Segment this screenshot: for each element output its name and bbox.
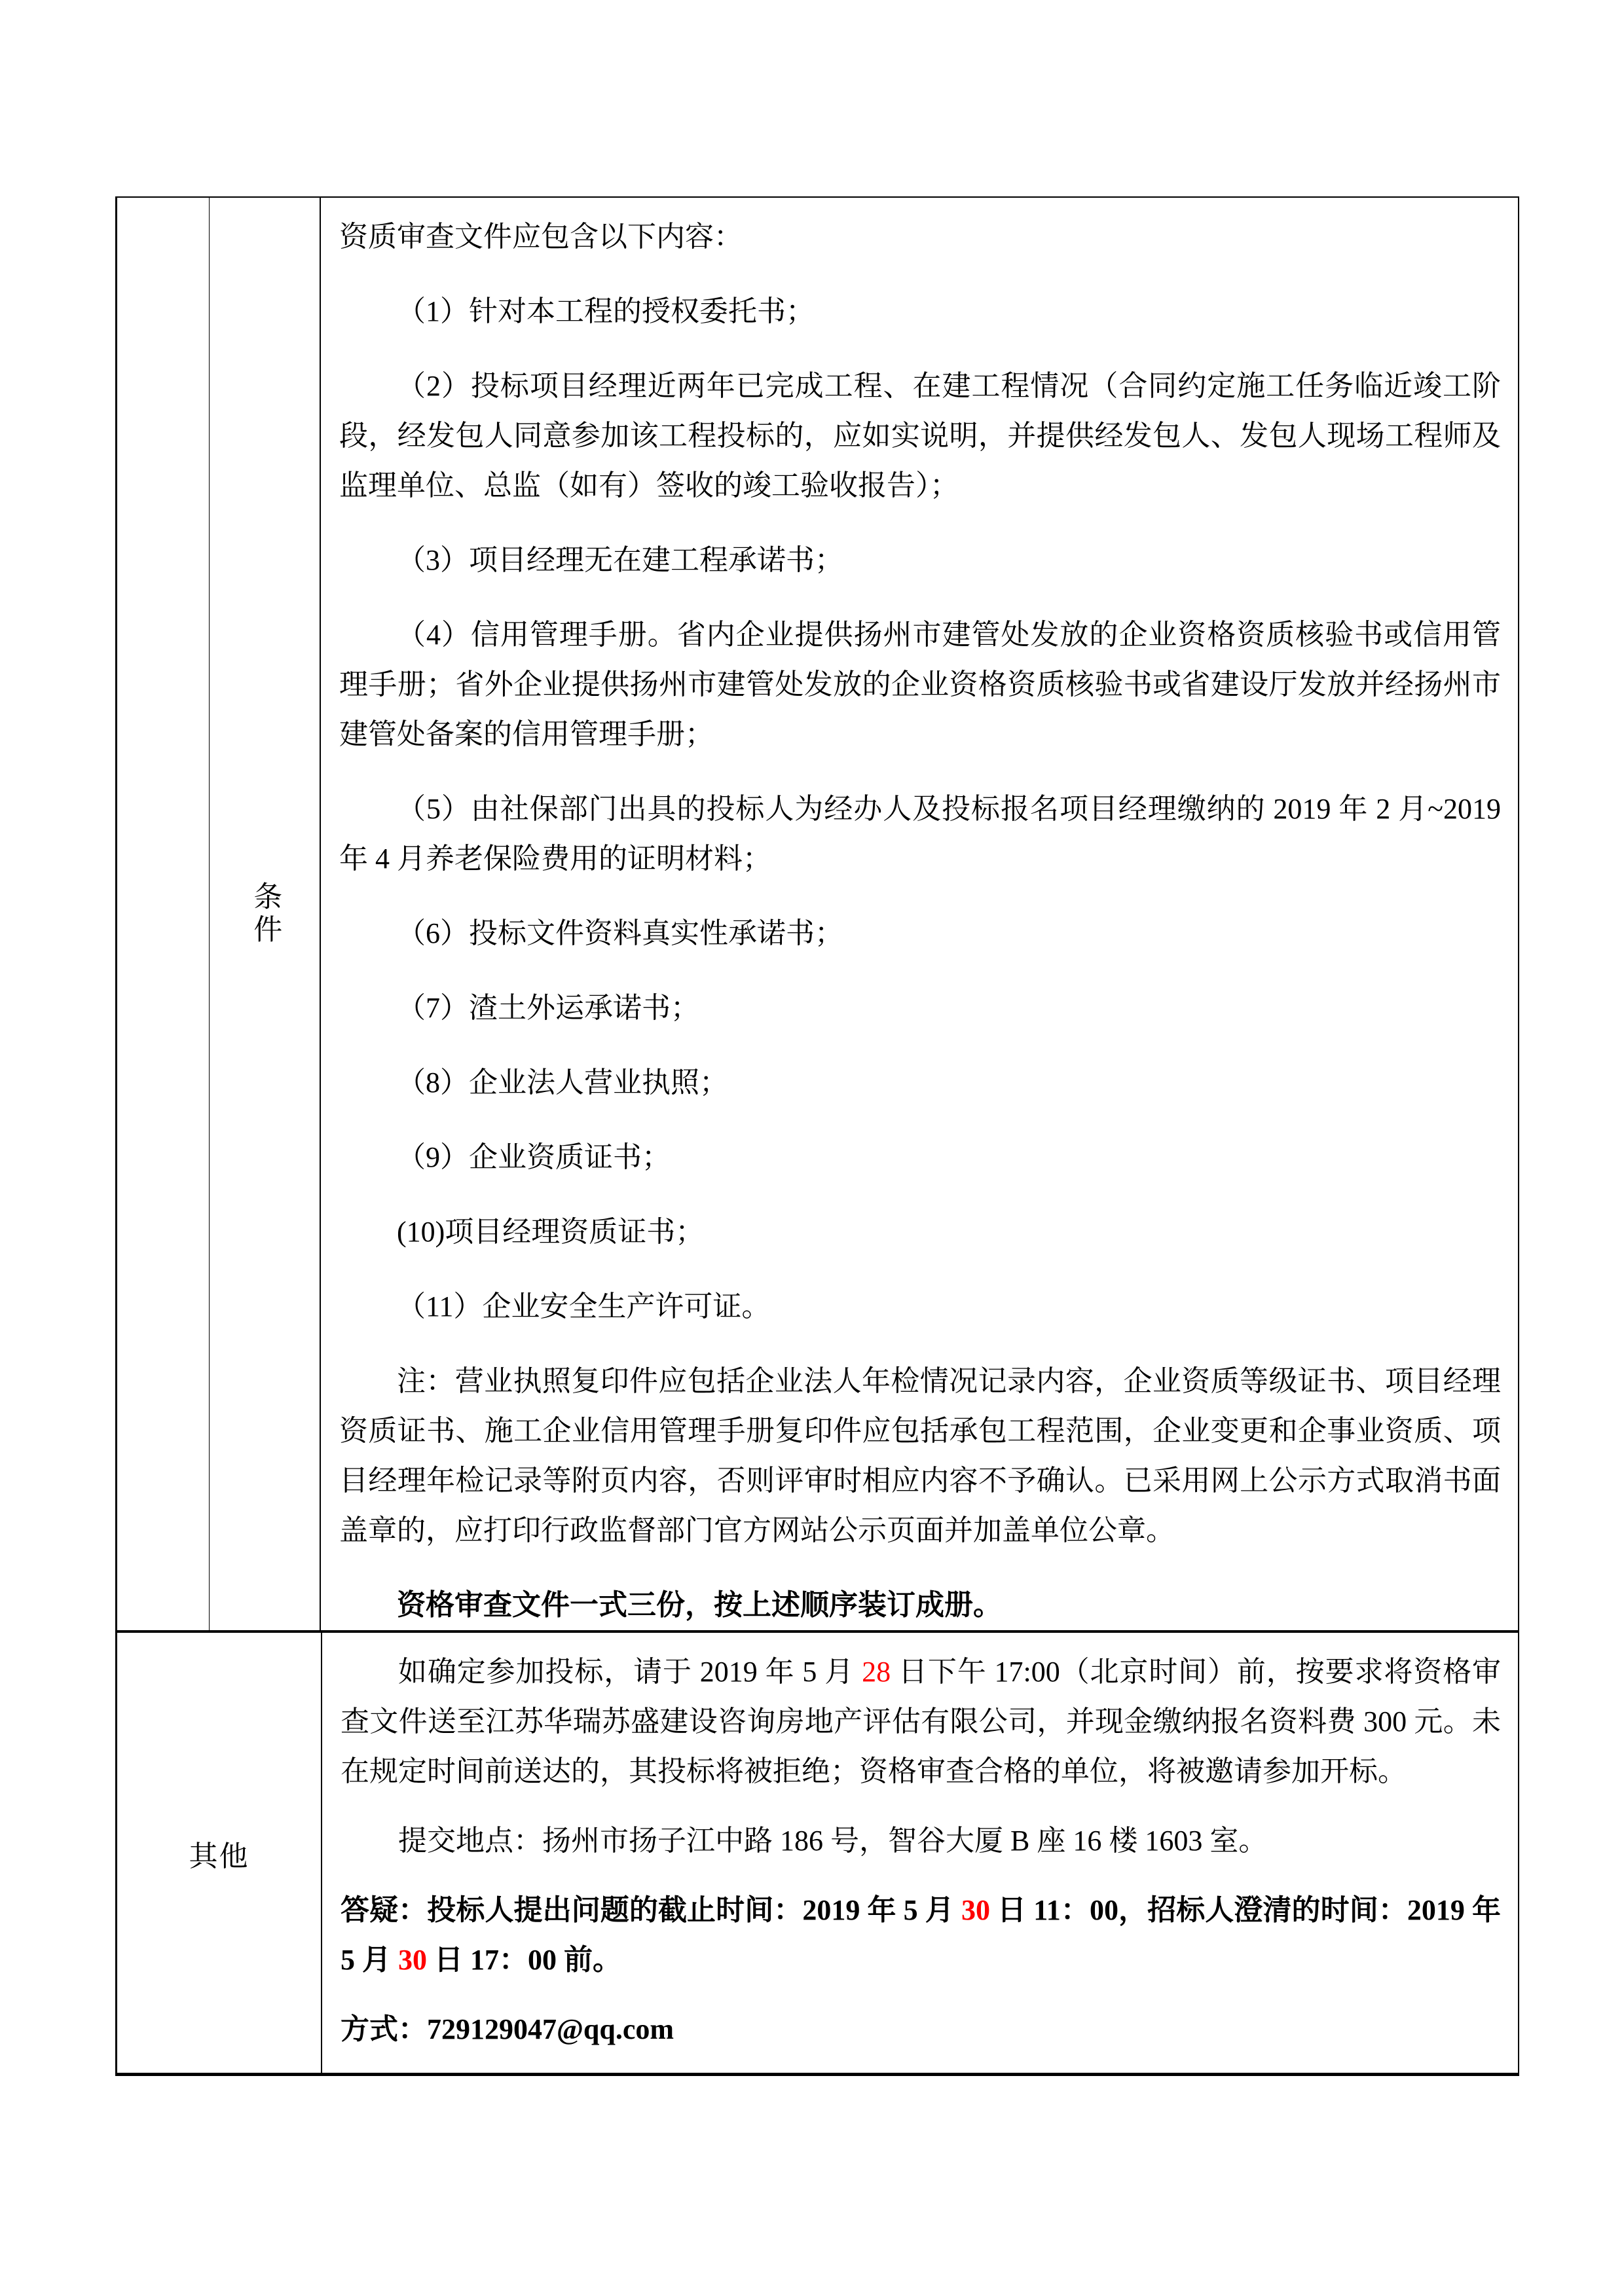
qa-deadline-paragraph xyxy=(341,1886,1501,1985)
note-paragraph: 注：营业执照复印件应包括企业法人年检情况记录内容，企业资质等级证书、项目经理资质证书、施工企业信用管理手册复印件应包括承包工程范围，企业变更和企事业资质、项目经理年检记录等附页内容，否则评审时相应内容不予确认。已采用网上公示方式取消书面盖章的，应打印行政监督部门官方网站公示页面并加盖单位公章。 xyxy=(339,1365,1501,1546)
conditions-row-label-cell xyxy=(210,198,321,1630)
qa-text-before-question-day: 答疑：投标人提出问题的截止时间：2019 年 5 月 xyxy=(341,1894,961,1926)
other-row-label-cell xyxy=(117,1633,322,2074)
participation-text-after-date: 日下午 17:00（北京时间）前，按要求将资格审查文件送至江苏华瑞苏盛建设咨询房地产评估有限公司，并现金缴纳报名资料费 300 元。未在规定时间前送达的，其投标将被拒绝；资格审查合格的单位，将被邀请参加开标。 xyxy=(341,1656,1501,1787)
qualification-intro-line: 资质审查文件应包含以下内容： xyxy=(339,221,743,253)
participation-text-before-date: 如确定参加投标，请于 2019 年 5 月 xyxy=(398,1656,862,1688)
qualification-item-4: （4）信用管理手册。省内企业提供扬州市建管处发放的企业资格资质核验书或信用管理手册；省外企业提供扬州市建管处发放的企业资格资质核验书或省建设厅发放并经扬州市建管处备案的信用管理手册； xyxy=(339,619,1501,750)
other-row-label: 其他 xyxy=(189,1840,249,1872)
qualification-item-6: （6）投标文件资料真实性承诺书； xyxy=(397,917,843,949)
contact-email: 729129047@qq.com xyxy=(427,2013,674,2045)
qualification-item-8: （8）企业法人营业执照； xyxy=(397,1066,728,1099)
qualification-item-3: （3）项目经理无在建工程承诺书； xyxy=(397,544,843,576)
clarification-deadline-day: 30 xyxy=(398,1944,427,1976)
qualification-item-1: （1）针对本工程的授权委托书； xyxy=(397,295,815,327)
contact-method-label: 方式： xyxy=(341,2013,427,2045)
qa-text-between-days: 日 11：00，招标人澄清的时间：2019 年 5 月 xyxy=(341,1894,1502,1976)
submission-address-line: 提交地点：扬州市扬子江中路 186 号，智谷大厦 B 座 16 楼 1603 室。 xyxy=(398,1825,1268,1857)
qualification-item-11: （11）企业安全生产许可证。 xyxy=(397,1290,771,1322)
contact-method-line xyxy=(341,2005,1501,2054)
other-row-content-cell xyxy=(322,1633,1518,2074)
conditions-row-label: 条件 xyxy=(249,881,282,947)
conditions-row-content-cell xyxy=(321,198,1518,1630)
qualification-item-9: （9）企业资质证书； xyxy=(397,1141,671,1173)
qualification-item-10: (10)项目经理资质证书； xyxy=(397,1216,705,1248)
tender-info-table xyxy=(115,196,1519,2076)
table-row-conditions xyxy=(117,198,1518,1633)
qualification-item-7: （7）渣土外运承诺书； xyxy=(397,992,699,1024)
qualification-item-2: （2）投标项目经理近两年已完成工程、在建工程情况（合同约定施工任务临近竣工阶段，经发包人同意参加该工程投标的，应如实说明，并提供经发包人、发包人现场工程师及监理单位、总监（如有）签收的竣工验收报告）； xyxy=(339,370,1501,501)
question-deadline-day: 30 xyxy=(961,1894,990,1926)
binding-instruction-line: 资格审查文件一式三份，按上述顺序装订成册。 xyxy=(397,1589,1002,1621)
qualification-item-5: （5）由社保部门出具的投标人为经办人及投标报名项目经理缴纳的 2019 年 2 月~2019 年 4 月养老保险费用的证明材料； xyxy=(339,793,1501,875)
conditions-row-spacer-cell xyxy=(117,198,210,1630)
participation-paragraph xyxy=(341,1647,1501,1796)
table-row-other xyxy=(117,1633,1518,2074)
qa-text-after-days: 日 17：00 前。 xyxy=(427,1944,621,1976)
registration-deadline-day: 28 xyxy=(862,1656,891,1688)
